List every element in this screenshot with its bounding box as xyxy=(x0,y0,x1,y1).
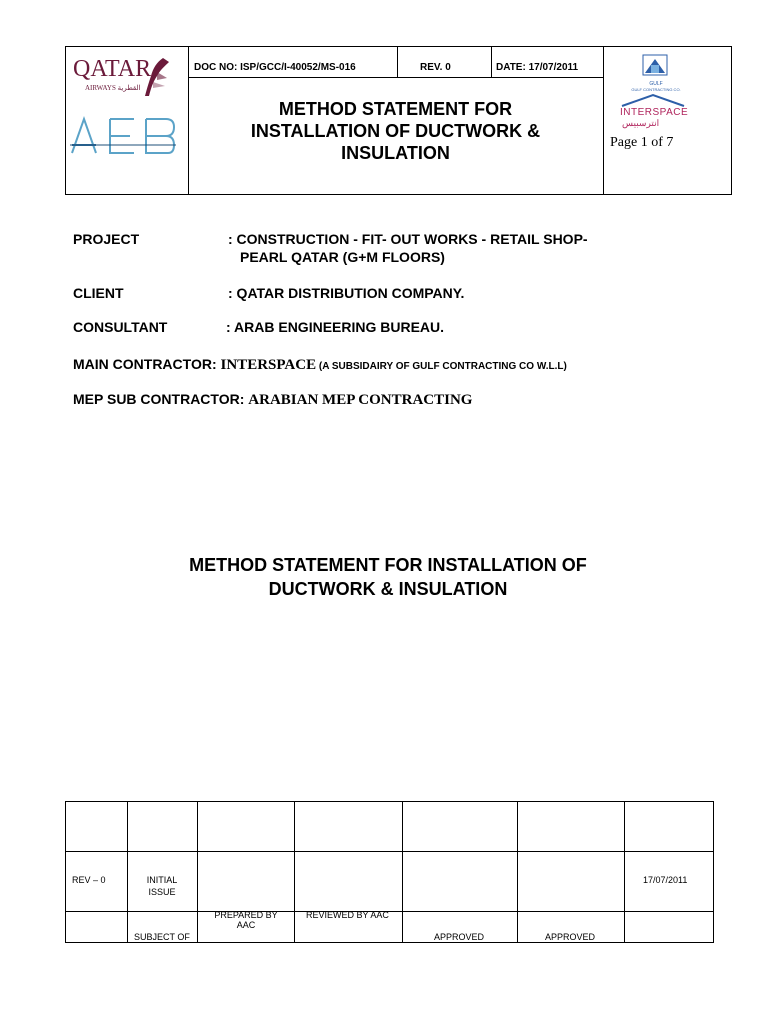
consultant-value: : ARAB ENGINEERING BUREAU. xyxy=(226,319,445,335)
header-row-divider xyxy=(188,77,603,78)
main-title-line2: DUCTWORK & INSULATION xyxy=(268,579,508,599)
initial-issue-line1: INITIAL xyxy=(146,875,178,885)
doc-number: DOC NO: ISP/GCC/I-40052/MS-016 xyxy=(194,62,356,73)
oryx-icon xyxy=(143,56,171,98)
rev-row-div-1 xyxy=(66,851,713,852)
page-number: Page 1 of 7 xyxy=(610,135,674,150)
svg-text:GULF CONTRACTING CO.: GULF CONTRACTING CO. xyxy=(631,87,681,92)
approved-cell-2: APPROVED xyxy=(545,932,596,942)
rev-col-div-2 xyxy=(197,802,198,942)
header-title-line1: METHOD STATEMENT FOR xyxy=(278,99,513,119)
interspace-roof-icon xyxy=(618,93,688,107)
main-title-line1: METHOD STATEMENT FOR INSTALLATION OF xyxy=(189,555,587,575)
mep-label: MEP SUB CONTRACTOR: xyxy=(73,391,249,407)
prepared-by-cell xyxy=(212,910,280,930)
main-contractor-note: (A SUBSIDAIRY OF GULF CONTRACTING CO W.L.L) xyxy=(316,361,567,372)
project-label: PROJECT xyxy=(73,231,140,247)
prepared-by-line2: AAC xyxy=(236,920,256,930)
issue-date-cell: 17/07/2011 xyxy=(643,875,688,885)
main-title xyxy=(100,553,676,601)
qatar-airways-logo xyxy=(73,56,173,106)
mep-sub-contractor xyxy=(73,391,472,409)
interspace-logo-text: INTERSPACE xyxy=(620,107,689,118)
header-divider-rev xyxy=(397,47,398,77)
revision-table xyxy=(65,801,714,943)
initial-issue-line2: ISSUE xyxy=(148,887,176,897)
rev-col-div-4 xyxy=(402,802,403,942)
header-divider-date xyxy=(491,47,492,77)
rev-col-div-3 xyxy=(294,802,295,942)
document-date: DATE: 17/07/2011 xyxy=(496,62,579,73)
prepared-by-line1: PREPARED BY xyxy=(214,910,278,920)
aeb-logo-icon xyxy=(70,115,176,155)
subject-of-cell: SUBJECT OF xyxy=(134,932,190,942)
gulf-contracting-logo-icon xyxy=(621,53,691,95)
client-label: CLIENT xyxy=(73,285,124,301)
svg-text:GULF: GULF xyxy=(649,81,663,87)
approved-cell-1: APPROVED xyxy=(434,932,485,942)
revision-number: REV. 0 xyxy=(420,62,451,73)
header-title xyxy=(188,98,603,164)
rev-cell: REV – 0 xyxy=(72,875,106,885)
consultant-label: CONSULTANT xyxy=(73,319,168,335)
rev-col-div-6 xyxy=(624,802,625,942)
qatar-logo-word: QATAR xyxy=(73,56,152,82)
client-value: : QATAR DISTRIBUTION COMPANY. xyxy=(228,285,465,301)
main-contractor-label: MAIN CONTRACTOR: xyxy=(73,356,221,372)
mep-name: ARABIAN MEP CONTRACTING xyxy=(248,392,473,408)
rev-row-div-2 xyxy=(66,911,713,912)
main-contractor xyxy=(73,356,567,374)
interspace-logo-arabic: انترسبيس xyxy=(622,118,660,128)
header-title-line2: INSTALLATION OF DUCTWORK & xyxy=(250,121,541,141)
reviewed-by-cell: REVIEWED BY AAC xyxy=(306,910,389,920)
qatar-logo-sub: AIRWAYS القطرية xyxy=(85,84,141,92)
header-divider-right xyxy=(603,47,604,194)
initial-issue-cell xyxy=(143,875,181,897)
project-value-line1: : CONSTRUCTION - FIT- OUT WORKS - RETAIL SHOP- xyxy=(228,231,588,247)
project-value-line2: PEARL QATAR (G+M FLOORS) xyxy=(240,249,445,265)
rev-col-div-1 xyxy=(127,802,128,942)
header-title-line3: INSULATION xyxy=(341,143,450,163)
rev-col-div-5 xyxy=(517,802,518,942)
main-contractor-name: INTERSPACE xyxy=(220,357,317,373)
